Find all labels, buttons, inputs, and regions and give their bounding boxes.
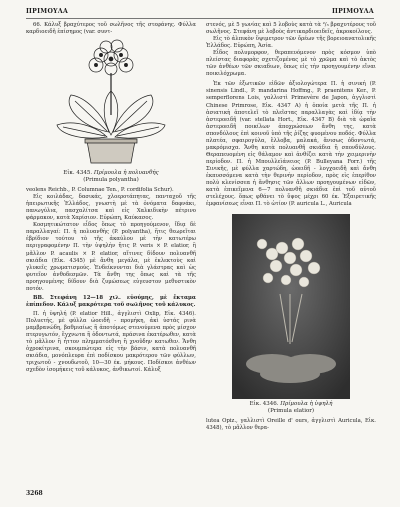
figure-latin-name: (Primula elatior) <box>267 408 315 415</box>
paragraph: Εἰς τὸ ἀλπικὸν ὕψιμετρον τῶν ὄρέων τῆς βορειοανατολικῆς Ἑλλάδος. Εὐρώπη, Ἀσία. <box>206 36 376 50</box>
right-column <box>206 22 376 432</box>
paragraph: lutea Opiz., γαλλιστὶ Oreille d' ours, ἀγγλιστὶ Auricula, Εἰκ. 4348), τὸ μᾶλλον θερα- <box>206 418 376 432</box>
figure-4345-caption <box>26 170 196 184</box>
section-heading: ΒΒ. Στεφάνη 12—18 χιλ. εὐούμης, μὲ ἔκταμα ἐπίπεδον. Κάλυξ μακρότερα τοῦ σωλῆνος τοῦ κάλυκος. <box>26 294 196 308</box>
paragraph: Εἶδος πολυμορφον, θεραπευόμενον πρὸς κόσμον ὑπὸ πλείστας διαφορὰς σχετιζομένας μὲ τὸ χρῶμα καὶ τὸ ἀκτὸς τῶν ἀνθέων τῶν σκιαδιων, ὅπως εἰς τὴν προηγουμένην εἴναι ποικιλόχρωμα. <box>206 50 376 78</box>
primula-elatior-photo <box>232 214 350 399</box>
figure-4346-caption <box>206 401 376 415</box>
paragraph: στενός, μὲ 5 γωνίας καὶ 5 λοβοὺς κατὰ τὰ ²/₃ βραχυτέρους τοῦ σωλῆνος. Στεφάνη μὲ λοβοὺς ἀντικαρδιοειδεῖς, ἀκροκοίλους. <box>206 22 376 36</box>
figure-number: Εἰκ. 4346. <box>249 401 279 408</box>
left-column <box>26 22 196 374</box>
paragraph: Π. ἡ ὑψηλή (P. elatior Hill., ἀγγλιστὶ Oxlip, Εἰκ. 4346). Πολυετής, μὲ φύλλα ὠοειδῆ - προμήκη, ἀκὶ ὑστάς ρινὰ μαμβρανώδη, βαθμιαίως ἢ ἀποτόμως στενούμενα πρὸς μίσχον πτερυγωτόν, ἔγχνωτα ἢ ὀδοντωτά, πράσινα ἑκατέρωθεν, κατὰ τὸ μᾶλλον ἢ ἧττον πλημματόεθνη ἢ χνοῦδην κατωθεν. Ἄνθη ὀχροκίτρινα, σκουμπώτερα εἰς τὴν βάσιν, κατὰ πολυανθῆ σκιάδια, μονόπλευρα ἐπὶ ποδίσκου μακρότερου τῶν φύλλων, τριχωτοῦ - χνουδωτοῦ, 10—30 έκ. μήκους. Ποδίσκοι ἀνθέων σχεδὸν ἰσομήκεις τοῦ κάλυκος, ἀνθικωτοί. Κάλυξ <box>26 310 196 374</box>
primula-polyantha-drawing <box>51 37 171 167</box>
paragraph: Εἰς κοιλάδας, δασικάς, χλοεροτάπητας, πανταχοῦ τῆς ἠπειρωτικῆς Ἑλλάδος, γνωστὴ μὲ τὰ ὀνόματα δαφνάκι, πανωγύλια, πασχαλίτσα καὶ εἰς Χαλκιδικὴν πέτρινο φάρμακον, κατὰ Χαρίσιον. Εὐρώπη, Καύκασος. <box>26 194 196 222</box>
paragraph: Ἐκ τῶν ἐξωτικῶν εἰδῶν ἀξιολογώτερα Π. ἡ σινική (P. sinensis Lindl., P. mandarina Hoffmg., P. praenitens Ker., P. semperflorens Lois, γαλλιστὶ Primevère de Japon, ἀγγλιστὶ Chinese Primrose, Εἰκ. 4347 Α) ἡ ὁποία μετὰ τῆς Π. ἡ ἀσιατικὴ ἀποτελεῖ τὸ πλεῖστας παραλλαγὰς καὶ ἰδίᾳ τὴν ἀστεροειδῆ (var. stellata Hort., Εἰκ. 4347 Β) διὰ τὰ ὡραῖα ἀστεροειδῆ ποικίλων ἀποχρώσεων ἄνθη της, κατὰ σπονδύλους ἐπὶ κοινοῦ ὑπὸ τῆς ῥίζης φυομένου ποδός. Φύλλα πλατέα, σφαιρογύλα, ἔλλοβα, μαλακά, ἄνισως ὀδοντωτά, μακρόμισχα. Ἄνθη κατὰ πολυανθῆ σκιάδια ἢ σπονδύλους. Θεραπευομένη εἰς θάλαμον καὶ ἀνθίζει κατὰ τὴν χειμερινὴν περίοδον. Π. ἡ Μπουλλεϊάνειος (P. Bulleyana Forr.) τῆς Σινικῆς, μὲ φύλλα χαρτώδη, ὠοειδῆ - λογχοειδῆ καὶ ἄνθη ἐκπυσσόμενα κατὰ τὴν θερινὴν περίοδον, πρὸς εἰς ἐπερίθον πολὺ κλενίσσεα ἡ ἄνθησις τῶν ἄλλων προηγουμένων εἰδῶν, κατὰ ἐπικεῖμενα 6—7 πολυανθῆ σκιάδια ἐπὶ τοῦ αὐτοῦ στελέχους. ὅπως φθάνει τὸ ὕψος μέχρι 60 έκ. Ἐξαιρετικῆς ἐμφανίσεως εἶναι Π. τὸ ὠτίον (P. auricula L., Auricula <box>206 81 376 208</box>
figure-4346-photo <box>232 214 350 399</box>
paragraph: Κοσμητικώτατον εἶδος ὅπως τὸ προηγούμενον, ἴδιᾳ δὲ παραλλαγαί: Π. ἡ πολυανθὴς (P. polyantha), ἥτις θεωρεῖται ἐβρίδιον τούτου τὸ τῆς ἀκαύλου μὲ τὴν κατωτέρω περιγραφομένην Π. τὴν ὑψηλὴν ἥτις P. veris × P. elatior, ἢ μᾶλλον P. acaulis × P. elatior, αἵτινες δίδουν πολυανθῆ σκιάδια (Εἰκ. 4345) μὲ ἄνθη μεγάλα, μὲ ἐκλεκτοὺς καὶ γλυκεῖς χρωματισμούς. Ἐνδείκνυνται διὰ γλάστρας καὶ ὡς φυτεῖον ἀνθοδεσμῶν. Τὰ ἄνθη της ὅπως καὶ τὰ τῆς προηγουμένης δίδουν διὰ ζυμώσεως εὐγευστον μεθυστικὸν ποτόν. <box>26 222 196 292</box>
figure-latin-name: (Primula polyantha) <box>83 177 139 184</box>
figure-number: Εἰκ. 4345. <box>63 170 93 177</box>
header-right: ΠΡΙΜΟΥΛΑ <box>331 8 374 15</box>
page-number: 3268 <box>26 490 43 497</box>
header-left: ΠΡΙΜΟΥΛΑ <box>26 8 69 15</box>
figure-greek-name: Πρίμουλα ἡ πολυανθής <box>93 170 159 177</box>
figure-greek-name: Πρίμουλα ἡ ὑψηλή <box>280 401 333 408</box>
paragraph: veolens Reichb., P. Columnae Ten., P. cordifolia Schur). <box>26 187 174 194</box>
figure-4345-illustration <box>26 36 196 168</box>
paragraph: 66. Κάλυξ βραχύτερος τοῦ σωλῆνος τῆς στεφάνης. Φύλλα καρδιοειδῆ ἐπίσημος (var. συντ- <box>26 22 196 36</box>
header-rule <box>26 18 374 19</box>
